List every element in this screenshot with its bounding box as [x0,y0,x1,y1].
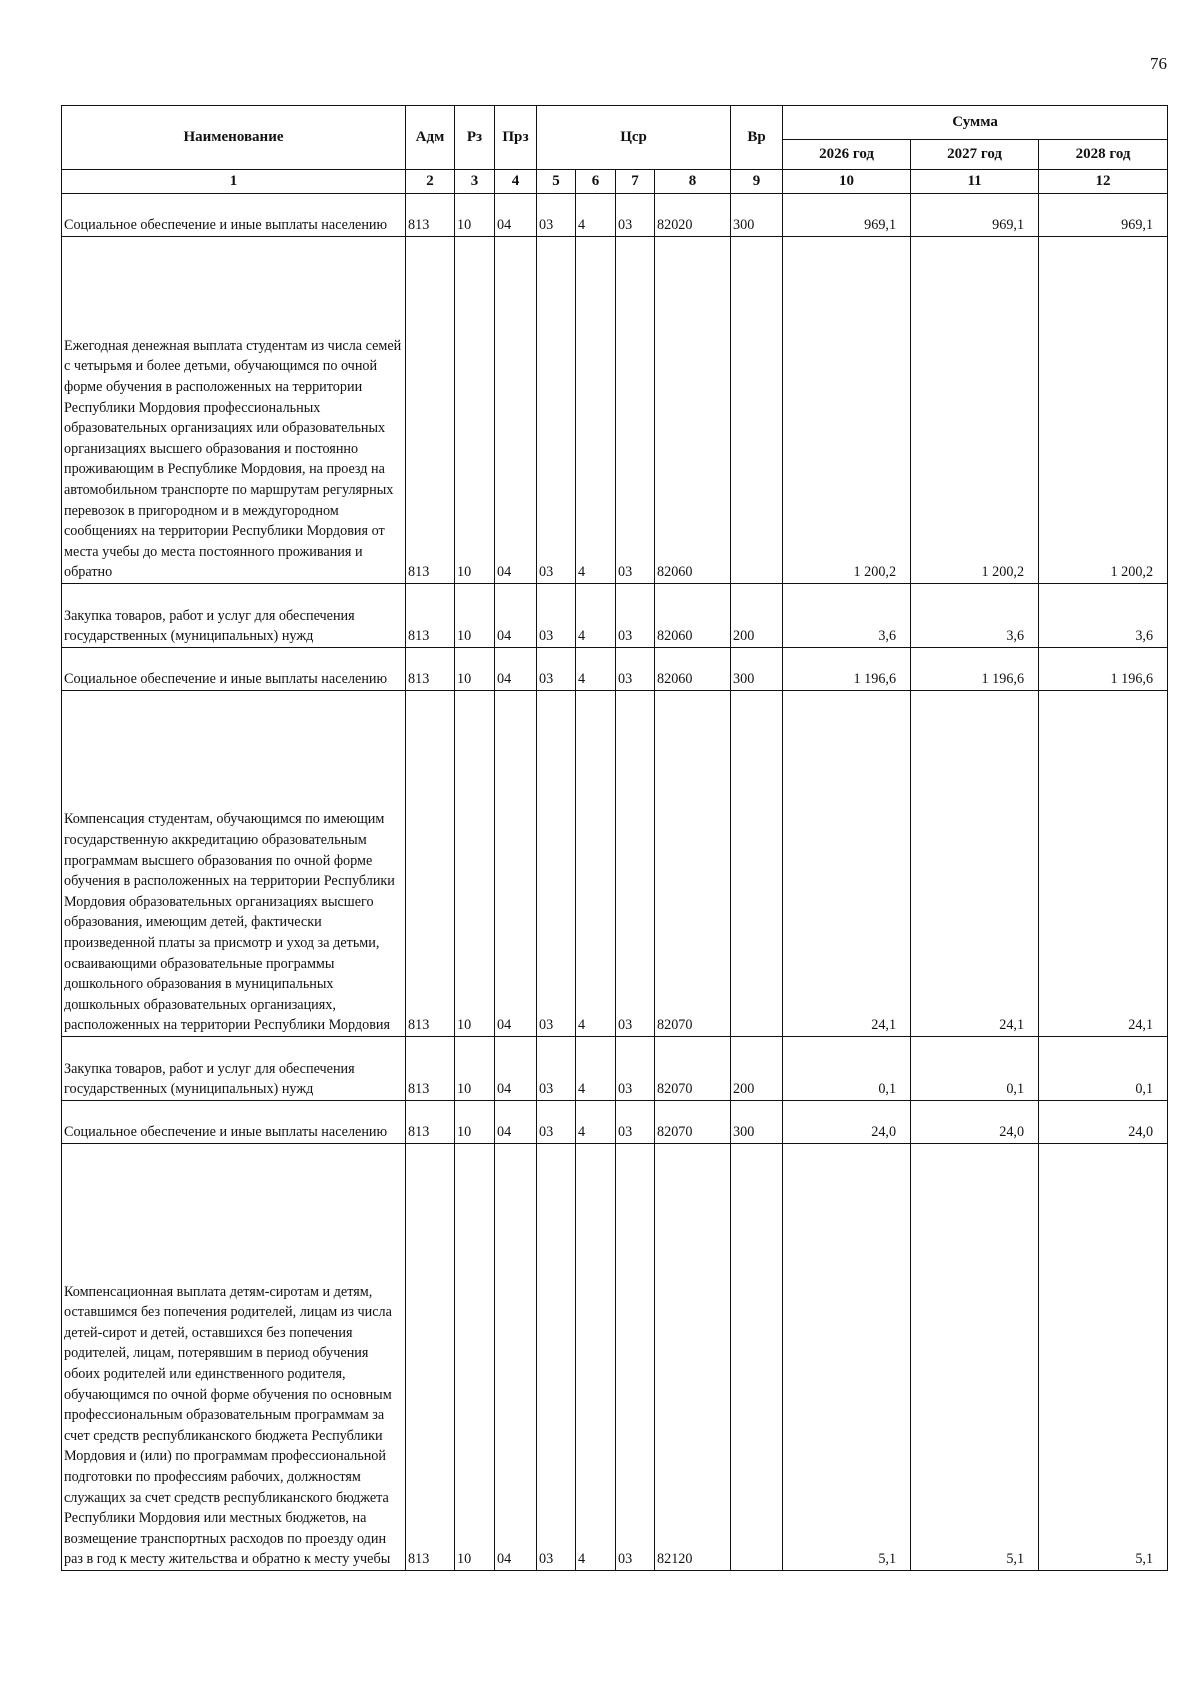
row-csr-1: 03 [537,194,576,237]
row-csr-1: 03 [537,648,576,691]
row-sum-2028: 24,1 [1039,691,1168,1037]
row-vr [731,691,783,1037]
row-csr-2: 4 [576,691,616,1037]
row-csr-1: 03 [537,1101,576,1144]
row-rz: 10 [455,584,495,648]
row-name: Социальное обеспечение и иные выплаты населению [62,1101,406,1144]
row-rz: 10 [455,1101,495,1144]
row-sum-2026: 969,1 [783,194,911,237]
table-row [62,194,1168,237]
row-rz: 10 [455,1144,495,1571]
budget-table [61,105,1168,1571]
header-year-2027: 2027 год [911,140,1039,170]
row-sum-2026: 1 196,6 [783,648,911,691]
row-name: Ежегодная денежная выплата студентам из числа семей с четырьмя и более детьми, обучающимся по очной форме обучения в расположенных на территории Республики Мордовия профессиональных образовательных организациях или образовательных организациях высшего образования и постоянно проживающим в Республике Мордовия, на проезд на автомобильном транспорте по маршрутам регулярных перевозок в пригородном и в междугородном сообщениях на территории Республики Мордовия от места учебы до места постоянного проживания и обратно [62,237,406,584]
row-csr-1: 03 [537,1037,576,1101]
row-sum-2026: 24,1 [783,691,911,1037]
header-adm: Адм [406,106,455,170]
row-prz: 04 [495,648,537,691]
row-sum-2028: 5,1 [1039,1144,1168,1571]
row-vr: 300 [731,1101,783,1144]
row-csr-2: 4 [576,648,616,691]
header-name: Наименование [62,106,406,170]
row-rz: 10 [455,691,495,1037]
col-number: 9 [731,170,783,194]
header-rz: Рз [455,106,495,170]
col-number: 11 [911,170,1039,194]
table-row [62,648,1168,691]
table-row [62,691,1168,1037]
row-sum-2027: 24,1 [911,691,1039,1037]
row-name: Социальное обеспечение и иные выплаты населению [62,648,406,691]
col-number: 8 [655,170,731,194]
row-prz: 04 [495,194,537,237]
row-adm: 813 [406,1037,455,1101]
header-year-2026: 2026 год [783,140,911,170]
row-csr-1: 03 [537,691,576,1037]
row-csr-4: 82070 [655,1101,731,1144]
col-number: 2 [406,170,455,194]
row-csr-2: 4 [576,194,616,237]
row-adm: 813 [406,648,455,691]
row-prz: 04 [495,1037,537,1101]
row-name: Компенсация студентам, обучающимся по имеющим государственную аккредитацию образовательным программам высшего образования по очной форме обучения в расположенных на территории Республики Мордовия образовательных организациях высшего образования, имеющим детей, фактически произведенной платы за присмотр и уход за детьми, осваивающими образовательные программы дошкольного образования в муниципальных дошкольных образовательных организациях, расположенных на территории Республики Мордовия [62,691,406,1037]
table-row [62,584,1168,648]
row-vr [731,1144,783,1571]
row-sum-2028: 969,1 [1039,194,1168,237]
row-vr: 300 [731,648,783,691]
row-prz: 04 [495,1101,537,1144]
table-row [62,1037,1168,1101]
header-sum: Сумма [783,106,1168,140]
row-sum-2028: 1 196,6 [1039,648,1168,691]
col-number: 7 [616,170,655,194]
row-csr-3: 03 [616,237,655,584]
row-vr: 200 [731,1037,783,1101]
row-sum-2026: 1 200,2 [783,237,911,584]
row-csr-3: 03 [616,1101,655,1144]
row-adm: 813 [406,1101,455,1144]
header-prz: Прз [495,106,537,170]
row-rz: 10 [455,1037,495,1101]
row-adm: 813 [406,194,455,237]
row-sum-2028: 0,1 [1039,1037,1168,1101]
col-number: 3 [455,170,495,194]
row-name: Социальное обеспечение и иные выплаты населению [62,194,406,237]
row-csr-4: 82120 [655,1144,731,1571]
row-vr: 200 [731,584,783,648]
row-csr-4: 82070 [655,691,731,1037]
row-adm: 813 [406,1144,455,1571]
row-csr-4: 82060 [655,648,731,691]
row-csr-3: 03 [616,648,655,691]
row-csr-3: 03 [616,584,655,648]
col-number: 1 [62,170,406,194]
row-rz: 10 [455,648,495,691]
row-adm: 813 [406,237,455,584]
col-number: 6 [576,170,616,194]
row-sum-2027: 24,0 [911,1101,1039,1144]
row-csr-3: 03 [616,691,655,1037]
row-vr: 300 [731,194,783,237]
row-csr-4: 82070 [655,1037,731,1101]
row-csr-1: 03 [537,584,576,648]
row-csr-2: 4 [576,1101,616,1144]
row-csr-4: 82020 [655,194,731,237]
row-csr-1: 03 [537,1144,576,1571]
row-sum-2026: 24,0 [783,1101,911,1144]
row-sum-2028: 1 200,2 [1039,237,1168,584]
page-number: 76 [1150,54,1167,73]
row-csr-2: 4 [576,1037,616,1101]
header-year-2028: 2028 год [1039,140,1168,170]
row-prz: 04 [495,1144,537,1571]
row-sum-2028: 24,0 [1039,1101,1168,1144]
row-sum-2027: 3,6 [911,584,1039,648]
col-number: 4 [495,170,537,194]
col-number: 10 [783,170,911,194]
row-sum-2028: 3,6 [1039,584,1168,648]
row-sum-2027: 969,1 [911,194,1039,237]
row-sum-2027: 5,1 [911,1144,1039,1571]
row-adm: 813 [406,691,455,1037]
row-adm: 813 [406,584,455,648]
row-sum-2026: 3,6 [783,584,911,648]
row-csr-3: 03 [616,194,655,237]
table-row [62,1101,1168,1144]
table-row [62,237,1168,584]
row-csr-3: 03 [616,1144,655,1571]
row-prz: 04 [495,584,537,648]
row-csr-4: 82060 [655,237,731,584]
row-name: Закупка товаров, работ и услуг для обеспечения государственных (муниципальных) нужд [62,1037,406,1101]
col-number: 5 [537,170,576,194]
row-csr-2: 4 [576,584,616,648]
row-rz: 10 [455,237,495,584]
row-vr [731,237,783,584]
header-vr: Вр [731,106,783,170]
row-csr-2: 4 [576,1144,616,1571]
row-rz: 10 [455,194,495,237]
row-sum-2027: 1 196,6 [911,648,1039,691]
row-sum-2027: 0,1 [911,1037,1039,1101]
row-sum-2026: 5,1 [783,1144,911,1571]
row-name: Закупка товаров, работ и услуг для обеспечения государственных (муниципальных) нужд [62,584,406,648]
row-csr-3: 03 [616,1037,655,1101]
header-csr: Цср [537,106,731,170]
row-sum-2027: 1 200,2 [911,237,1039,584]
row-name: Компенсационная выплата детям-сиротам и детям, оставшимся без попечения родителей, лицам из числа детей-сирот и детей, оставшихся без попечения родителей, лицам, потерявшим в период обучения обоих родителей или единственного родителя, обучающимся по очной форме обучения по основным профессиональным образовательным программам за счет средств республиканского бюджета Республики Мордовия и (или) по программам профессиональной подготовки по профессиям рабочих, должностям служащих за счет средств республиканского бюджета Республики Мордовия или местных бюджетов, на возмещение транспортных расходов по проезду один раз в год к месту жительства и обратно к месту учебы [62,1144,406,1571]
col-number: 12 [1039,170,1168,194]
row-prz: 04 [495,237,537,584]
row-csr-4: 82060 [655,584,731,648]
table-row [62,1144,1168,1571]
row-sum-2026: 0,1 [783,1037,911,1101]
row-csr-1: 03 [537,237,576,584]
row-prz: 04 [495,691,537,1037]
row-csr-2: 4 [576,237,616,584]
